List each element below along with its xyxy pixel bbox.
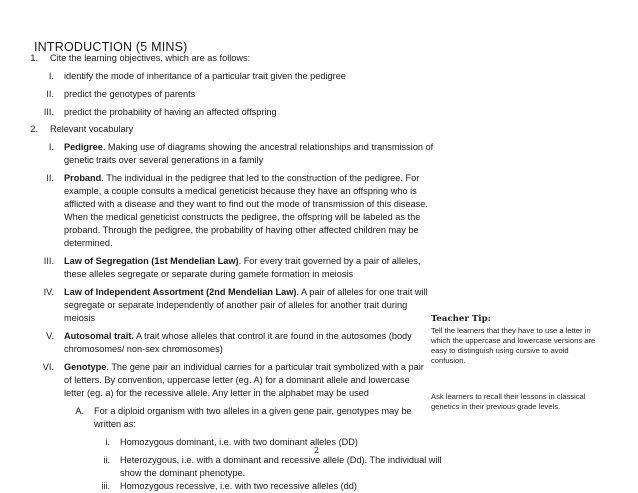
teacher-tip-text: easy to distinguish using cursive to avoid — [431, 346, 569, 355]
list-marker: 2. — [30, 124, 38, 134]
definition-text: meiosis — [64, 313, 96, 323]
list-marker: II. — [46, 173, 54, 183]
definition-text: example, a couple consults a medical geneticist because they have an offspring who is — [64, 186, 417, 196]
definition-text: . Making use of diagrams showing the ancestral relationships and transmission of — [102, 142, 434, 152]
list-marker: I. — [48, 71, 54, 81]
objective-text: identify the mode of inheritance of a particular trait given the pedigree — [64, 71, 346, 81]
genotype-type-text: Homozygous dominant, i.e. with two dominant alleles (DD) — [120, 437, 358, 447]
definition-line — [64, 361, 424, 374]
teacher-tip-text: genetics in their previous grade levels. — [431, 402, 561, 411]
definition-text: . For every trait governed by a pair of alleles, — [238, 256, 421, 266]
definition-text: For a diploid organism with two alleles in a given gene pair, genotypes may be — [94, 406, 412, 416]
list-item-text: Cite the learning objectives, which are as follows: — [50, 53, 251, 63]
term-law-of-segregation: Law of Segregation (1st Mendelian Law) — [64, 256, 239, 266]
list-item-text: Relevant vocabulary — [50, 124, 134, 134]
term-pedigree: Pedigree — [64, 142, 103, 152]
definition-text: of letters. By convention, uppercase letter (eg. A) for a dominant allele and lowercase — [64, 375, 410, 385]
page-number: 2 — [314, 446, 320, 455]
definition-text: segregate or separate independently of another pair of alleles for another trait during — [64, 300, 408, 310]
definition-line — [64, 172, 419, 185]
list-marker: ii. — [103, 455, 110, 465]
teacher-tip-text: confusion. — [431, 356, 466, 365]
teacher-tip-text: Tell the learners that they have to use a letter in — [431, 326, 591, 335]
list-marker: IV. — [43, 287, 54, 297]
definition-line — [64, 330, 412, 343]
definition-text: . A pair of alleles for one trait will — [296, 287, 428, 297]
definition-text: proband. Through the pedigree, the probability of having other affected children may be — [64, 225, 419, 235]
definition-text: written as: — [94, 419, 136, 429]
teacher-tip-title: Teacher Tip: — [431, 314, 491, 324]
teacher-tip-text: Ask learners to recall their lessons in classical — [431, 392, 586, 401]
term-genotype: Genotype — [64, 362, 107, 372]
list-marker: V. — [46, 331, 54, 341]
definition-text: When the medical geneticist constructs the pedigree, the offspring will be labeled as the — [64, 212, 421, 222]
section-heading: INTRODUCTION (5 MINS) — [34, 40, 188, 54]
list-marker: iii. — [101, 481, 110, 491]
definition-text: determined. — [64, 238, 113, 248]
list-marker: A. — [75, 406, 84, 416]
objective-text: predict the probability of having an affected offspring — [64, 107, 277, 117]
definition-text: afflicted with a disease and they want to find out the mode of transmission of this disease. — [64, 199, 428, 209]
genotype-type-text: Homozygous recessive, i.e. with two recessive alleles (dd) — [120, 481, 357, 491]
objective-text: predict the genotypes of parents — [64, 89, 196, 99]
definition-text: A trait whose alleles that control it are found in the autosomes (body — [133, 331, 412, 341]
list-marker: III. — [43, 107, 54, 117]
definition-text: these alleles segregate or separate during gamete formation in meiosis — [64, 269, 354, 279]
term-autosomal-trait: Autosomal trait. — [64, 331, 134, 341]
genotype-type-text: show the dominant phenotype. — [120, 468, 246, 478]
list-marker: i. — [105, 437, 110, 447]
definition-line — [64, 141, 433, 154]
definition-text: genetic traits over several generations in a family — [64, 155, 264, 165]
term-proband: Proband — [64, 173, 102, 183]
definition-text: . The gene pair an individual carries for a particular trait symbolized with a pair — [106, 362, 424, 372]
definition-line — [64, 286, 428, 299]
list-marker: 1. — [30, 53, 38, 63]
definition-line — [64, 255, 420, 268]
definition-text: chromosomes/ non-sex chromosomes) — [64, 344, 223, 354]
definition-text: . The individual in the pedigree that led to the construction of the pedigree. For — [101, 173, 420, 183]
list-marker: I. — [48, 142, 54, 152]
list-marker: II. — [46, 89, 54, 99]
list-marker: III. — [43, 256, 54, 266]
list-marker: VI. — [42, 362, 54, 372]
teacher-tip-text: which the uppercase and lowercase versions are — [431, 336, 596, 345]
definition-text: letter (eg. a) for the recessive allele. Any letter in the alphabet may be used — [64, 388, 369, 398]
genotype-type-text: Heterozygous, i.e. with a dominant and recessive allele (Dd). The individual will — [120, 455, 442, 465]
term-law-of-independent-assortment: Law of Independent Assortment (2nd Mendelian Law) — [64, 287, 297, 297]
